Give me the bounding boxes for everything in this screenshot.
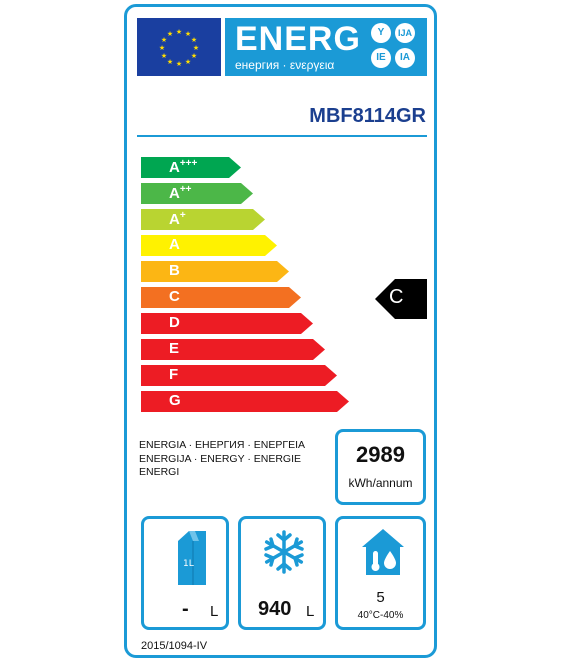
scale-bar-d bbox=[141, 313, 313, 334]
energy-title-box bbox=[225, 18, 427, 76]
carton-label: 1L bbox=[183, 559, 194, 569]
scale-bar-a3plus bbox=[141, 157, 241, 178]
frozen-volume-value: 940 bbox=[258, 598, 292, 620]
svg-text:★: ★ bbox=[190, 36, 198, 44]
climate-class-value: 5 bbox=[376, 589, 385, 606]
scale-label: B bbox=[169, 262, 180, 279]
svg-text:★: ★ bbox=[160, 36, 168, 44]
scale-bar-shape bbox=[141, 235, 277, 256]
scale-bar-shape bbox=[141, 261, 289, 282]
climate-range: 40°C-40% bbox=[357, 610, 404, 621]
energy-language-line: ENERGIJA · ENERGY · ENERGIE bbox=[139, 452, 302, 465]
chilled-volume-unit: L bbox=[210, 603, 219, 620]
svg-text:★: ★ bbox=[166, 30, 174, 38]
svg-text:★: ★ bbox=[184, 58, 192, 66]
scale-bar-c bbox=[141, 287, 301, 308]
svg-text:★: ★ bbox=[175, 60, 183, 68]
milk-carton-icon bbox=[175, 529, 209, 587]
svg-text:★: ★ bbox=[175, 28, 183, 36]
svg-text:★: ★ bbox=[190, 52, 198, 60]
chilled-volume-value: - bbox=[182, 598, 189, 620]
scale-label: G bbox=[169, 392, 181, 409]
label-header bbox=[137, 18, 427, 76]
scale-label: A bbox=[169, 236, 180, 253]
rating-class: C bbox=[389, 286, 404, 308]
regulation-code: 2015/1094-IV bbox=[141, 640, 208, 652]
snowflake-icon bbox=[261, 529, 307, 575]
scale-bar-a2plus bbox=[141, 183, 253, 204]
scale-bar-f bbox=[141, 365, 337, 386]
svg-text:★: ★ bbox=[184, 30, 192, 38]
climate-box bbox=[335, 516, 426, 630]
scale-bar-shape bbox=[141, 287, 301, 308]
scale-bar-e bbox=[141, 339, 325, 360]
divider bbox=[137, 135, 427, 137]
svg-text:★: ★ bbox=[160, 52, 168, 60]
eu-flag-icon bbox=[137, 18, 221, 76]
svg-text:★: ★ bbox=[158, 44, 166, 52]
scale-label: D bbox=[169, 314, 180, 331]
scale-bar-g bbox=[141, 391, 349, 412]
model-number: MBF8114GR bbox=[309, 105, 426, 127]
frozen-volume-box bbox=[238, 516, 326, 630]
svg-text:★: ★ bbox=[166, 58, 174, 66]
scale-bar-shape bbox=[141, 183, 253, 204]
energy-languages bbox=[139, 439, 324, 480]
scale-bar-shape bbox=[141, 209, 265, 230]
consumption-unit: kWh/annum bbox=[348, 476, 413, 490]
scale-bar-a bbox=[141, 235, 277, 256]
energy-subtitle: енергия · ενεργεια bbox=[235, 58, 335, 72]
language-code: IA bbox=[395, 48, 415, 68]
frozen-volume-unit: L bbox=[306, 603, 315, 620]
scale-label: A++ bbox=[169, 184, 192, 202]
scale-label: A+++ bbox=[169, 158, 198, 176]
language-code: IJA bbox=[395, 23, 415, 43]
chilled-volume-box bbox=[141, 516, 229, 630]
svg-text:★: ★ bbox=[192, 44, 200, 52]
consumption-value: 2989 bbox=[356, 442, 405, 467]
scale-label: E bbox=[169, 340, 180, 357]
energy-title: ENERG bbox=[235, 20, 361, 58]
energy-language-line: ENERGI bbox=[139, 466, 180, 478]
consumption-box bbox=[335, 429, 426, 505]
energy-label bbox=[124, 4, 437, 658]
language-code: Y bbox=[371, 23, 391, 43]
scale-label: C bbox=[169, 288, 180, 305]
scale-bar-b bbox=[141, 261, 289, 282]
scale-bar-aplus bbox=[141, 209, 265, 230]
scale-label: F bbox=[169, 366, 179, 383]
scale-bar-shape bbox=[141, 313, 313, 334]
energy-language-line: ENERGIA · ЕНЕРГИЯ · ΕΝΕΡΓΕΙΑ bbox=[139, 439, 306, 451]
climate-house-icon bbox=[360, 527, 406, 577]
language-code: IE bbox=[371, 48, 391, 68]
scale-label: A+ bbox=[169, 210, 186, 228]
